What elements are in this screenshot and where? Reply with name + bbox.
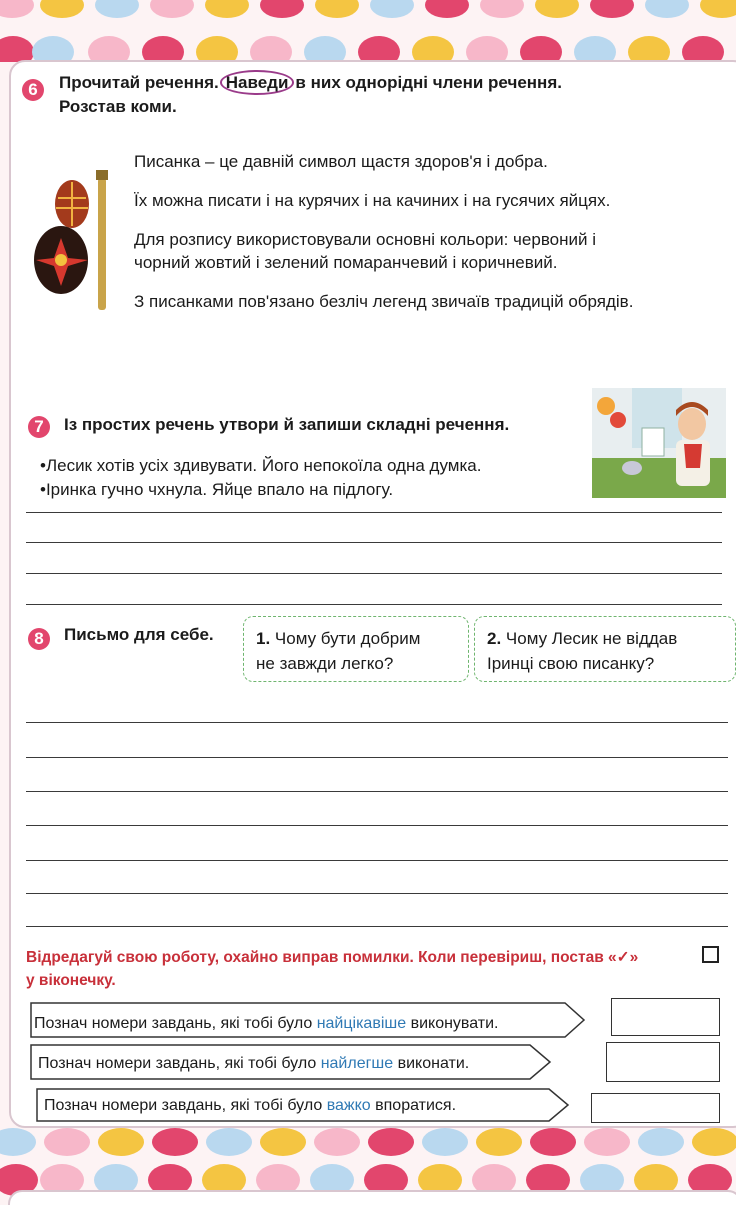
question-1-text: Чому бути добрим [270, 629, 421, 648]
decorative-egg-border-bottom [0, 1128, 736, 1205]
question-2-line1 [487, 626, 723, 651]
task-6-sentence: Для розпису використовували основні кольори: червоний і [134, 230, 596, 249]
task-7-number: 7 [28, 416, 50, 438]
feedback-instruction-line2: у віконечку. [26, 972, 116, 989]
check-box[interactable] [702, 946, 719, 963]
answer-line [26, 757, 728, 758]
reflection-prompt-end: впоратися. [370, 1097, 457, 1114]
task-6-instruction [59, 72, 562, 94]
answer-line [26, 893, 728, 894]
task-6-sentence: Їх можна писати і на курячих і на качиних і на гусячих яйцях. [134, 191, 611, 210]
question-1-number: 1. [256, 629, 271, 648]
answer-line [26, 926, 728, 927]
reflection-highlight: найлегше [320, 1055, 394, 1072]
task-6-sentence: З писанками пов'язано безліч легенд звичаїв традицій обрядів. [134, 292, 634, 311]
task-6-title-part2: в них однорідні члени речення. [295, 73, 562, 92]
circled-word: Наведи [220, 70, 295, 95]
reflection-answer-box[interactable] [591, 1093, 720, 1123]
pysanka-eggs-illustration [28, 168, 128, 318]
task-7-item: •Лесик хотів усіх здивувати. Його непокоїла одна думка. [40, 456, 482, 475]
task-8-number: 8 [28, 628, 50, 650]
reflection-prompt-end: виконати. [393, 1055, 470, 1072]
reflection-prompt-text: Познач номери завдань, які тобі було [34, 1015, 317, 1032]
task-6-number: 6 [22, 79, 44, 101]
reflection-highlight: важко [326, 1097, 371, 1114]
answer-line [26, 860, 728, 861]
task-7-instruction: Із простих речень утвори й запиши складні речення. [64, 415, 510, 434]
question-2-text: Чому Лесик не віддав [501, 629, 678, 648]
feedback-instruction: Відредагуй свою роботу, охайно виправ помилки. Коли перевіриш, постав «✓» [26, 949, 639, 966]
answer-line [26, 512, 722, 513]
question-2-number: 2. [487, 629, 502, 648]
reflection-prompt [34, 1015, 499, 1033]
reflection-prompt-end: виконувати. [406, 1015, 499, 1032]
answer-line [26, 825, 728, 826]
reflection-highlight: найцікавіше [316, 1015, 407, 1032]
reflection-prompt [44, 1097, 456, 1115]
answer-line [26, 573, 722, 574]
task-8-instruction: Письмо для себе. [64, 625, 214, 644]
answer-line [26, 791, 728, 792]
answer-line [26, 604, 722, 605]
task-6-sentence: Писанка – це давній символ щастя здоров'я і добра. [134, 152, 548, 171]
reflection-prompt [38, 1055, 469, 1073]
reflection-prompt-text: Познач номери завдань, які тобі було [38, 1055, 321, 1072]
task-6-instruction-line2: Розстав коми. [59, 97, 177, 116]
decorative-egg-border-top [0, 0, 736, 62]
reflection-answer-box[interactable] [606, 1042, 720, 1082]
question-1-line1 [256, 626, 456, 651]
question-1-line2: не завжди легко? [256, 654, 394, 673]
task-6-sentence: чорний жовтий і зелений помаранчевий і коричневий. [134, 253, 558, 272]
task-6-title-part1: Прочитай речення. [59, 73, 219, 92]
answer-line [26, 542, 722, 543]
question-box-1 [243, 616, 469, 682]
answer-line [26, 722, 728, 723]
question-2-line2: Іринці свою писанку? [487, 654, 655, 673]
question-box-2 [474, 616, 736, 682]
reflection-prompt-text: Познач номери завдань, які тобі було [44, 1097, 327, 1114]
task-7-item: •Іринка гучно чхнула. Яйце впало на підлогу. [40, 480, 394, 499]
reflection-answer-box[interactable] [611, 998, 720, 1036]
boy-painting-pysanka-illustration [592, 388, 726, 498]
